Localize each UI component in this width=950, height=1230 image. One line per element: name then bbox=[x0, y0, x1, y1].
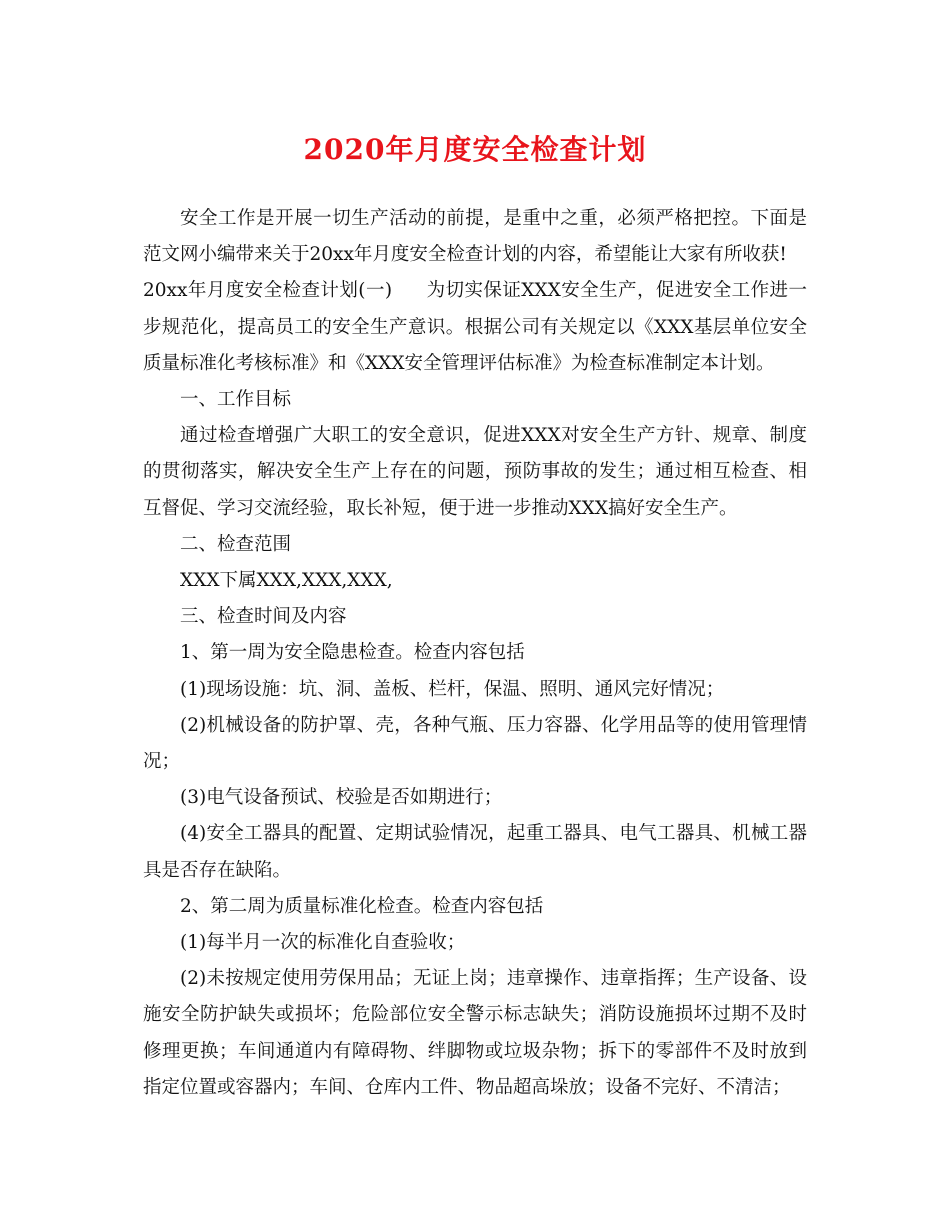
list-item: (4)安全工器具的配置、定期试验情况，起重工器具、电气工器具、机械工器具是否存在缺陷。 bbox=[143, 823, 807, 881]
document-body bbox=[143, 201, 807, 1106]
purpose-text: 为切实保证XXX安全生产，促进安全工作进一步规范化，提高员工的安全生产意识。根据公司有关规定以《XXX基层单位安全质量标准化考核标准》和《XXX安全管理评估标准》为检查标准制定本计划。 bbox=[143, 280, 807, 374]
subtitle-text: 20xx年月度安全检查计划(一) bbox=[143, 280, 393, 302]
list-item: (2)未按规定使用劳保用品；无证上岗；违章操作、违章指挥；生产设备、设施安全防护缺失或损坏；危险部位安全警示标志缺失；消防设施损坏过期不及时修理更换；车间通道内有障碍物、绊脚物或垃圾杂物；拆下的零部件不及时放到指定位置或容器内；车间、仓库内工件、物品超高垛放；设备不完好、不清洁； bbox=[143, 968, 807, 1098]
section-heading: 二、检查范围 bbox=[180, 533, 292, 555]
plan-paragraph bbox=[143, 273, 807, 382]
list-item: (2)机械设备的防护罩、壳，各种气瓶、压力容器、化学用品等的使用管理情况； bbox=[143, 714, 807, 773]
list-item: (1)每半月一次的标准化自查验收； bbox=[180, 932, 466, 954]
section-paragraph: 通过检查增强广大职工的安全意识，促进XXX对安全生产方针、规章、制度的贯彻落实，解决安全生产上存在的问题，预防事故的发生；通过相互检查、相互督促、学习交流经验，取长补短，便于进一步推动XXX搞好安全生产。 bbox=[143, 425, 807, 519]
list-item: (1)现场设施：坑、洞、盖板、栏杆，保温、照明、通风完好情况； bbox=[180, 678, 725, 700]
intro-text: 安全工作是开展一切生产活动的前提，是重中之重，必须严格把控。下面是范文网小编带来关于20xx年月度安全检查计划的内容，希望能让大家有所收获! bbox=[143, 208, 807, 266]
subsection-heading: 2、第二周为质量标准化检查。检查内容包括 bbox=[180, 895, 544, 917]
section-paragraph: XXX下属XXX,XXX,XXX, bbox=[180, 570, 393, 592]
subsection-heading: 1、第一周为安全隐患检查。检查内容包括 bbox=[180, 642, 525, 664]
section-heading: 一、工作目标 bbox=[180, 389, 292, 411]
document-title: 2020年月度安全检查计划 bbox=[303, 133, 647, 166]
intro-paragraph bbox=[143, 201, 807, 273]
section-heading: 三、检查时间及内容 bbox=[180, 606, 347, 628]
list-item: (3)电气设备预试、校验是否如期进行； bbox=[180, 787, 503, 809]
